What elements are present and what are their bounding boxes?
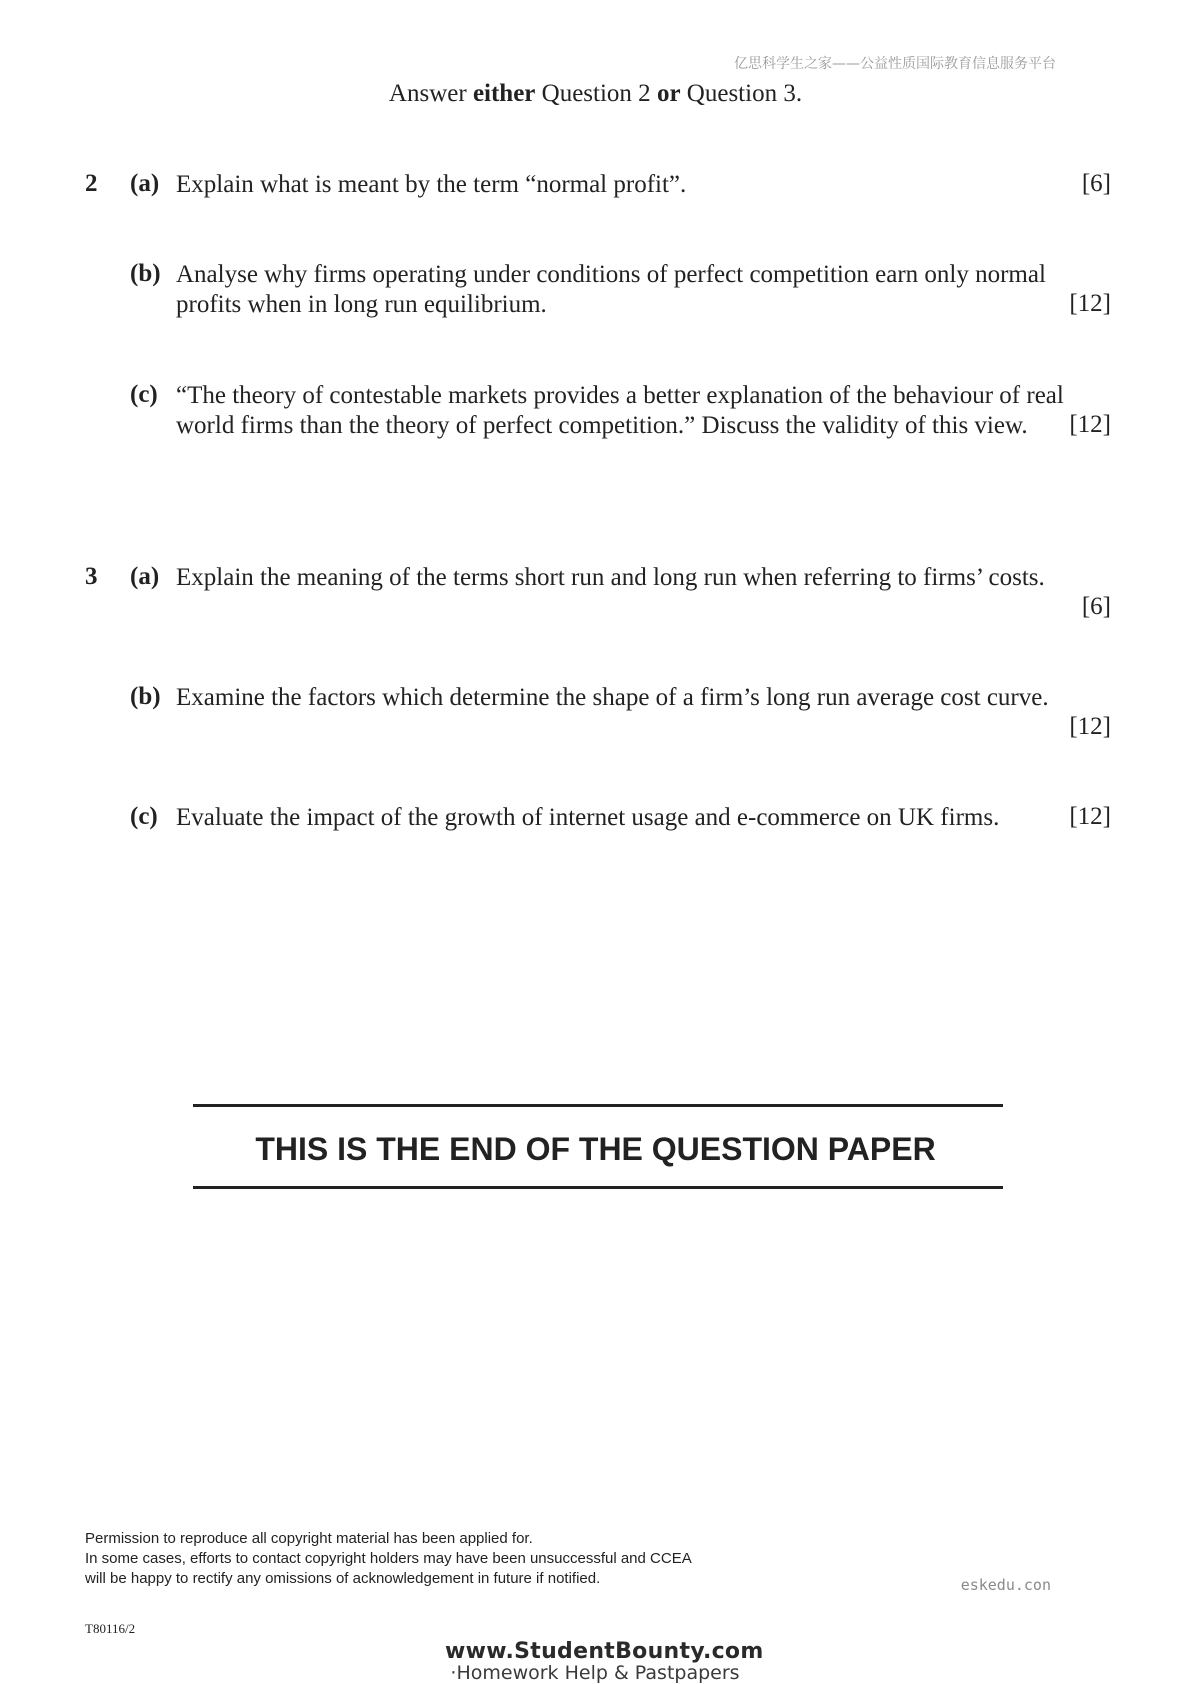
question-3a-marks: [6] [1081, 593, 1111, 620]
answer-instruction: Answer either Question 2 or Question 3. [388, 80, 803, 107]
question-2b-text-line1: Analyse why firms operating under conditions of perfect competition earn only normal [176, 261, 1046, 288]
question-3a-label: (a) [130, 563, 160, 590]
question-3b-marks: [12] [1069, 713, 1111, 740]
question-2a-marks: [6] [1081, 170, 1111, 197]
question-2c-marks: [12] [1069, 411, 1111, 438]
permission-line-3: will be happy to rectify any omissions of acknowledgement in future if notified. [85, 1570, 601, 1587]
copyright-permission-notice [85, 1529, 785, 1589]
question-2-number: 2 [85, 170, 98, 197]
question-3c-text: Evaluate the impact of the growth of internet usage and e-commerce on UK firms. [176, 804, 1000, 831]
end-of-paper-banner: THIS IS THE END OF THE QUESTION PAPER [255, 1131, 936, 1167]
question-3b-label: (b) [130, 683, 161, 710]
question-3-number: 3 [85, 563, 98, 590]
question-3c-label: (c) [130, 803, 158, 830]
end-banner-top-rule [193, 1104, 1003, 1107]
question-3b-text: Examine the factors which determine the shape of a firm’s long run average cost curve. [176, 684, 1049, 711]
header-watermark: 亿思科学生之家——公益性质国际教育信息服务平台 [734, 56, 1056, 72]
question-2b-marks: [12] [1069, 290, 1111, 317]
studentbounty-logo [445, 1639, 764, 1684]
logo-tagline: ·Homework Help & Pastpapers [450, 1662, 740, 1684]
question-2c-label: (c) [130, 381, 158, 408]
question-3c-marks: [12] [1069, 803, 1111, 830]
question-2b-label: (b) [130, 260, 161, 287]
question-2a-text: Explain what is meant by the term “normal profit”. [176, 171, 687, 198]
site-watermark: eskedu.con [960, 1576, 1051, 1594]
paper-code: T80116/2 [85, 1621, 136, 1636]
question-3a-text: Explain the meaning of the terms short run and long run when referring to firms’ costs. [176, 564, 1045, 591]
end-banner-bottom-rule [193, 1186, 1003, 1189]
question-2c-text-line1: “The theory of contestable markets provides a better explanation of the behaviour of real [176, 382, 1064, 409]
permission-line-1: Permission to reproduce all copyright material has been applied for. [85, 1530, 533, 1547]
logo-url: www.StudentBounty.com [445, 1639, 764, 1664]
permission-line-2: In some cases, efforts to contact copyright holders may have been unsuccessful and CCEA [85, 1550, 692, 1567]
question-2b-text-line2: profits when in long run equilibrium. [176, 291, 547, 318]
question-2a-label: (a) [130, 170, 160, 197]
question-2c-text-line2: world firms than the theory of perfect competition.” Discuss the validity of this view. [176, 412, 1028, 439]
